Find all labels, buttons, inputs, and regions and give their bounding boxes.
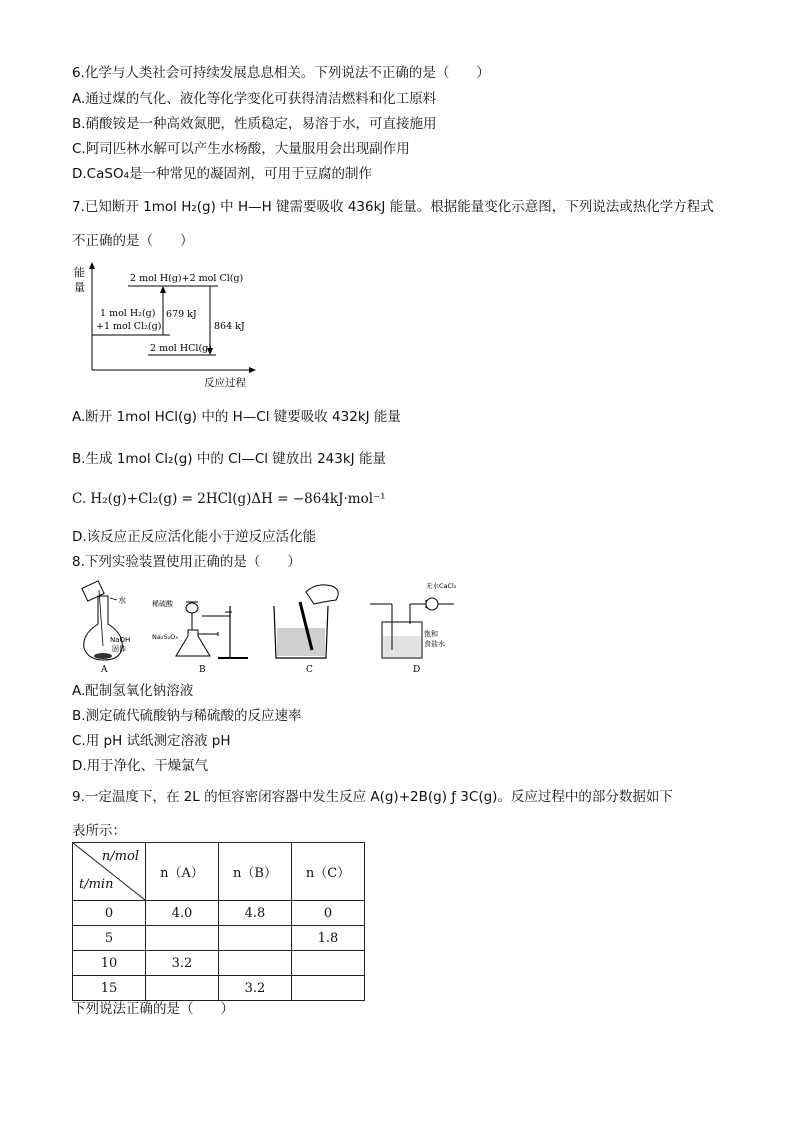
energy-diagram bbox=[70, 262, 260, 392]
label-dilute-acid: 稀硫酸 bbox=[152, 600, 173, 608]
reaction-data-table bbox=[72, 842, 365, 1001]
apparatus-c bbox=[274, 585, 338, 675]
arrow-up-label: 679 kJ bbox=[166, 309, 197, 320]
q8-option-c: C.用 pH 试纸测定溶液 pH bbox=[72, 733, 231, 749]
q7-stem-line2: 不正确的是（ ） bbox=[72, 233, 194, 249]
apparatus-a bbox=[82, 581, 130, 675]
cell-time: 10 bbox=[73, 951, 146, 976]
label-thiosulfate: Na₂S₂O₃ bbox=[152, 633, 178, 641]
label-c: C bbox=[306, 665, 313, 675]
q8-option-b: B.测定硫代硫酸钠与稀硫酸的反应速率 bbox=[72, 708, 302, 724]
q7-option-c: C. H₂(g)+Cl₂(g) = 2HCl(g)ΔH = −864kJ·mol⁻¹ bbox=[72, 491, 386, 507]
corner-bottom-label: t/min bbox=[79, 877, 114, 892]
header-nc: n（C） bbox=[292, 843, 365, 901]
y-axis-label-2: 量 bbox=[74, 281, 85, 294]
q6-option-d: D.CaSO₄是一种常见的凝固剂，可用于豆腐的制作 bbox=[72, 166, 372, 182]
corner-top-label: n/mol bbox=[101, 849, 139, 864]
cell-nc bbox=[292, 951, 365, 976]
table-header-row bbox=[73, 843, 365, 901]
apparatus-d bbox=[370, 581, 457, 675]
table-row bbox=[73, 926, 365, 951]
label-saturated: 饱和 bbox=[424, 630, 438, 638]
cell-nc bbox=[292, 976, 365, 1001]
q7-stem-line1: 7.已知断开 1mol H₂(g) 中 H—H 键需要吸收 436kJ 能量。根据能量变化示意图，下列说法或热化学方程式 bbox=[72, 199, 714, 215]
cell-nc: 0 bbox=[292, 901, 365, 926]
cell-na bbox=[146, 976, 219, 1001]
q8-option-a: A.配制氢氧化钠溶液 bbox=[72, 683, 194, 699]
cell-nb bbox=[219, 926, 292, 951]
q6-option-a: A.通过煤的气化、液化等化学变化可获得清洁燃料和化工原料 bbox=[72, 91, 437, 107]
q8-stem: 8.下列实验装置使用正确的是（ ） bbox=[72, 554, 301, 570]
cell-time: 0 bbox=[73, 901, 146, 926]
corner-cell bbox=[73, 843, 146, 901]
y-axis-label-1: 能 bbox=[74, 266, 85, 279]
cell-nb: 3.2 bbox=[219, 976, 292, 1001]
cell-na: 3.2 bbox=[146, 951, 219, 976]
q6-stem: 6.化学与人类社会可持续发展息息相关。下列说法不正确的是（ ） bbox=[72, 65, 490, 81]
apparatus-b bbox=[152, 599, 248, 675]
label-naoh: NaOH bbox=[110, 636, 131, 644]
cell-nc: 1.8 bbox=[292, 926, 365, 951]
label-cacl2: 无水CaCl₂ bbox=[426, 582, 457, 590]
q7-option-d: D.该反应正反应活化能小于逆反应活化能 bbox=[72, 529, 317, 545]
label-b: B bbox=[199, 665, 206, 675]
top-level-label: 2 mol H(g)+2 mol Cl(g) bbox=[130, 273, 244, 284]
cell-time: 5 bbox=[73, 926, 146, 951]
label-brine: 食盐水 bbox=[424, 640, 445, 648]
cell-nb: 4.8 bbox=[219, 901, 292, 926]
label-d: D bbox=[413, 665, 421, 675]
q7-option-a: A.断开 1mol HCl(g) 中的 H—Cl 键要吸收 432kJ 能量 bbox=[72, 409, 401, 425]
cell-time: 15 bbox=[73, 976, 146, 1001]
table-row bbox=[73, 901, 365, 926]
label-a: A bbox=[101, 665, 108, 675]
q9-stem-line1: 9.一定温度下，在 2L 的恒容密闭容器中发生反应 A(g)+2B(g) ƒ 3C(g)。反应过程中的部分数据如下 bbox=[72, 789, 673, 805]
table-row bbox=[73, 976, 365, 1001]
q9-followup: 下列说法正确的是（ ） bbox=[72, 1001, 234, 1017]
apparatus-figures bbox=[70, 576, 470, 676]
label-solid: 固体 bbox=[112, 645, 126, 653]
q9-stem-line2: 表所示： bbox=[72, 823, 126, 839]
product-label: 2 mol HCl(g) bbox=[150, 343, 212, 354]
q6-option-c: C.阿司匹林水解可以产生水杨酸，大量服用会出现副作用 bbox=[72, 141, 410, 157]
arrow-down-label: 864 kJ bbox=[214, 321, 245, 332]
label-water: 水 bbox=[118, 596, 126, 605]
q7-option-b: B.生成 1mol Cl₂(g) 中的 Cl—Cl 键放出 243kJ 能量 bbox=[72, 451, 386, 467]
header-na: n（A） bbox=[146, 843, 219, 901]
header-nb: n（B） bbox=[219, 843, 292, 901]
cell-nb bbox=[219, 951, 292, 976]
reactant-label-1: 1 mol H₂(g) bbox=[100, 308, 156, 319]
cell-na: 4.0 bbox=[146, 901, 219, 926]
table-row bbox=[73, 951, 365, 976]
q8-option-d: D.用于净化、干燥氯气 bbox=[72, 758, 209, 774]
reactant-label-2: +1 mol Cl₂(g) bbox=[96, 321, 162, 332]
cell-na bbox=[146, 926, 219, 951]
x-axis-label: 反应过程 bbox=[204, 377, 246, 389]
q6-option-b: B.硝酸铵是一种高效氮肥，性质稳定，易溶于水，可直接施用 bbox=[72, 116, 437, 132]
